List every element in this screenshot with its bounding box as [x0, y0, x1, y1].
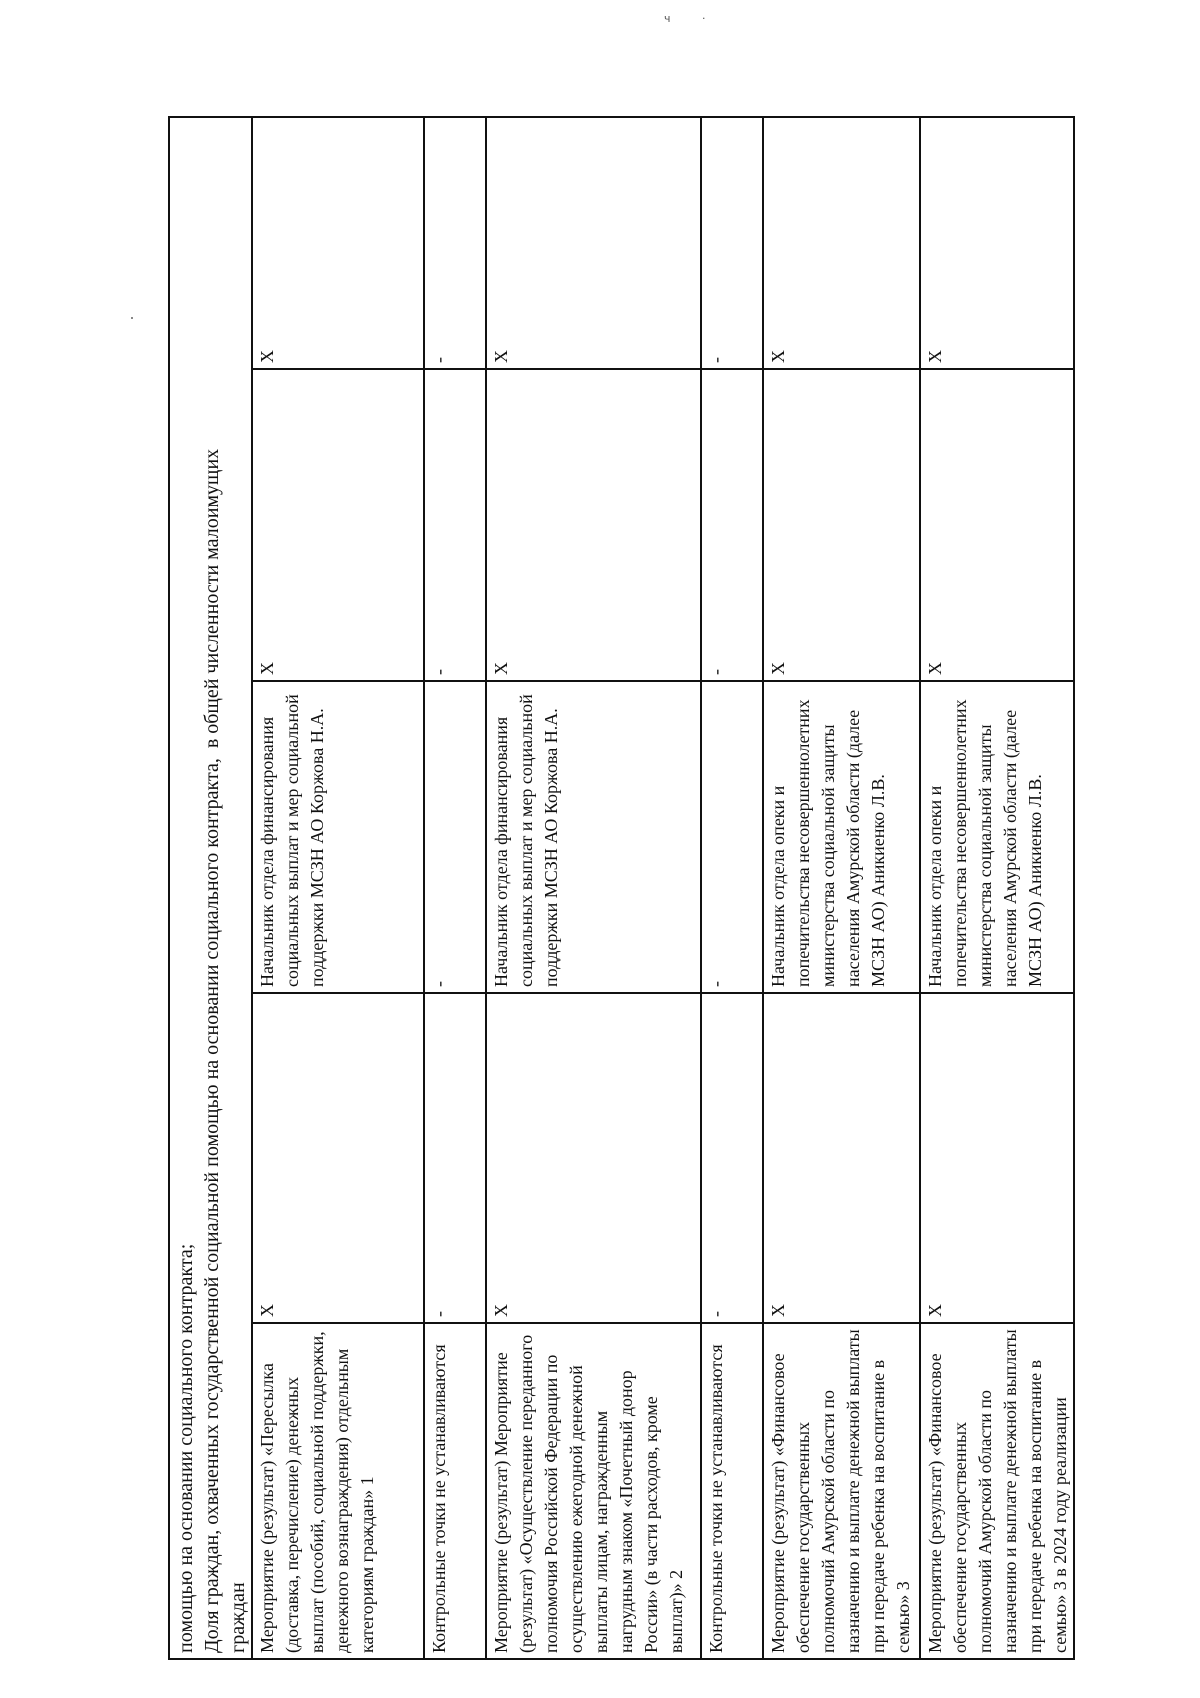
responsible-cell: - — [701, 681, 763, 993]
mark-cell: X — [252, 117, 424, 369]
mark-cell: X — [486, 993, 701, 1323]
mark-cell: X — [920, 369, 1074, 681]
table-row — [424, 117, 486, 1659]
table-header-row — [169, 117, 252, 1659]
activity-name-cell: Мероприятие (результат) «Финансовое обеспечение государственных полномочий Амурской области по назначению и выплате денежной выплаты при передаче ребенка на воспитание в семью» 3 — [763, 1323, 920, 1659]
responsible-cell: Начальник отдела финансирования социальных выплат и мер социальной поддержки МСЗН АО Коржова Н.А. — [486, 681, 701, 993]
header-line-1: помощью на основании социального контракта; — [175, 1243, 197, 1653]
mark-cell: - — [424, 369, 486, 681]
rotated-table-frame — [168, 116, 1074, 1660]
activity-name-cell: Контрольные точки не устанавливаются — [701, 1323, 763, 1659]
mark-cell: - — [701, 117, 763, 369]
mark-cell: X — [920, 993, 1074, 1323]
mark-cell: X — [486, 369, 701, 681]
activities-table — [168, 116, 1075, 1660]
mark-cell: - — [424, 993, 486, 1323]
table-row — [920, 117, 1074, 1659]
mark-cell: X — [763, 369, 920, 681]
scan-dot — [131, 317, 133, 319]
responsible-cell: Начальник отдела финансирования социальных выплат и мер социальной поддержки МСЗН АО Коржова Н.А. — [252, 681, 424, 993]
responsible-cell: Начальник отдела опеки и попечительства несовершеннолетних министерства социальной защиты населения Амурской области (далее МСЗН АО) Аникиенко Л.В. — [763, 681, 920, 993]
mark-cell: X — [763, 993, 920, 1323]
mark-cell: - — [424, 117, 486, 369]
responsible-cell: Начальник отдела опеки и попечительства несовершеннолетних министерства социальной защиты населения Амурской области (далее МСЗН АО) Аникиенко Л.В. — [920, 681, 1074, 993]
activity-name-cell: Мероприятие (результат) «Финансовое обеспечение государственных полномочий Амурской области по назначению и выплате денежной выплаты при передаче ребенка на воспитание в семью» 3 в 2024 году реализации — [920, 1323, 1074, 1659]
mark-cell: - — [701, 369, 763, 681]
mark-cell: - — [701, 993, 763, 1323]
table-row — [701, 117, 763, 1659]
activity-name-cell: Мероприятие (результат) «Пересылка (доставка, перечисление) денежных выплат (пособий, социальной поддержки, денежного вознаграждения) отдельным категориям граждан» 1 — [252, 1323, 424, 1659]
header-line-2 — [199, 123, 225, 1653]
mark-cell: X — [763, 117, 920, 369]
mark-cell: X — [252, 993, 424, 1323]
table-row — [486, 117, 701, 1659]
indicator-header-cell — [169, 117, 252, 1659]
mark-cell: X — [252, 369, 424, 681]
activity-name-cell: Мероприятие (результат) Мероприятие (результат) «Осуществление переданного полномочия Российской Федерации по осуществлению ежегодной денежной выплаты лицам, награжденным нагрудным знаком «Почетный донор России» (в части расходов, кроме выплат)» 2 — [486, 1323, 701, 1659]
activity-name-cell: Контрольные точки не устанавливаются — [424, 1323, 486, 1659]
header-line-2b: в общей численности малоимущих — [201, 448, 223, 749]
scan-marks: ч · — [664, 12, 720, 25]
table-row — [763, 117, 920, 1659]
table-row — [252, 117, 424, 1659]
mark-cell: X — [920, 117, 1074, 369]
header-line-3: граждан — [227, 1582, 249, 1653]
responsible-cell: - — [424, 681, 486, 993]
header-line-2a: Доля граждан, охваченных государственной социальной помощью на основании социального контракта, — [201, 758, 223, 1653]
mark-cell: X — [486, 117, 701, 369]
